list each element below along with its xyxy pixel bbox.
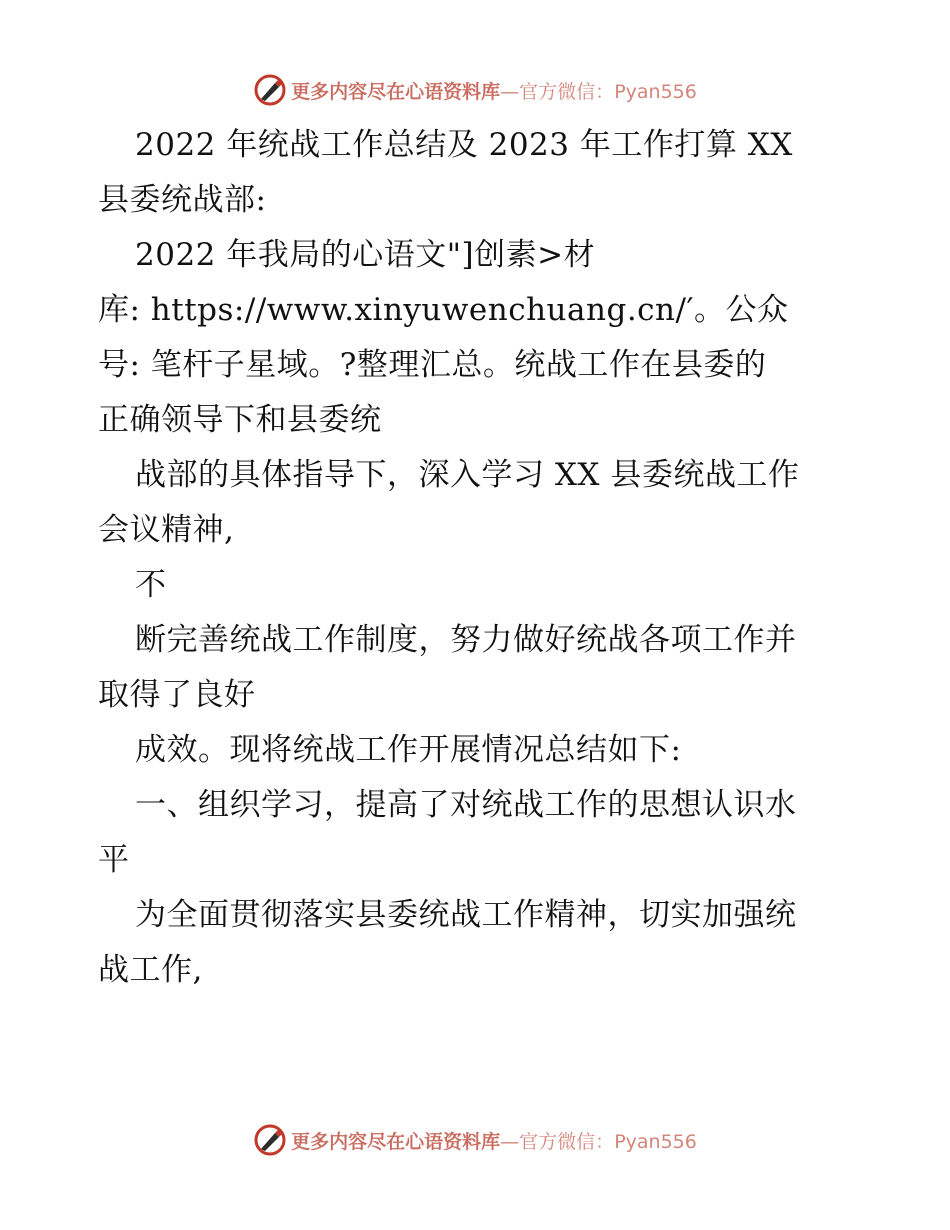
watermark-dash: —	[500, 1130, 520, 1153]
watermark-dash: —	[500, 80, 520, 103]
watermark-wechat-id: Pyan556	[614, 80, 697, 103]
doc-line: 不	[135, 567, 167, 603]
pen-logo-icon	[253, 73, 287, 107]
doc-line: 库: https://www.xinyuwenchuang.cn/′。公众	[98, 292, 789, 328]
watermark-banner-bottom	[0, 1120, 950, 1160]
document-body	[98, 118, 858, 998]
doc-line: 号: 笔杆子星域。?整理汇总。统战工作在县委的	[98, 347, 767, 383]
doc-line: 县委统战部:	[98, 182, 267, 218]
doc-line: 为全面贯彻落实县委统战工作精神，切实加强统	[135, 897, 797, 933]
doc-line: 正确领导下和县委统	[98, 402, 382, 438]
doc-line: 战工作,	[98, 952, 203, 988]
watermark-text	[291, 1127, 697, 1154]
watermark-site-text: 更多内容尽在心语资料库	[291, 1130, 501, 1153]
watermark-wechat-label: 官方微信：	[519, 1130, 615, 1153]
doc-line: 取得了良好	[98, 677, 256, 713]
doc-line: 平	[98, 842, 130, 878]
watermark-text	[291, 77, 697, 104]
watermark-site-text: 更多内容尽在心语资料库	[291, 80, 501, 103]
doc-line: 一、组织学习，提高了对统战工作的思想认识水	[135, 787, 797, 823]
doc-line: 断完善统战工作制度，努力做好统战各项工作并	[135, 622, 797, 658]
watermark-wechat-id: Pyan556	[614, 1130, 697, 1153]
doc-line: 2022 年我局的心语文"]创素>材	[135, 237, 596, 273]
doc-line: 会议精神,	[98, 512, 235, 548]
watermark-banner-top	[0, 70, 950, 110]
watermark-wechat-label: 官方微信：	[519, 80, 615, 103]
doc-line: 2022 年统战工作总结及 2023 年工作打算 XX	[135, 127, 793, 163]
doc-line: 战部的具体指导下，深入学习 XX 县委统战工作	[135, 457, 800, 493]
doc-line: 成效。现将统战工作开展情况总结如下:	[135, 732, 682, 768]
pen-logo-icon	[253, 1123, 287, 1157]
